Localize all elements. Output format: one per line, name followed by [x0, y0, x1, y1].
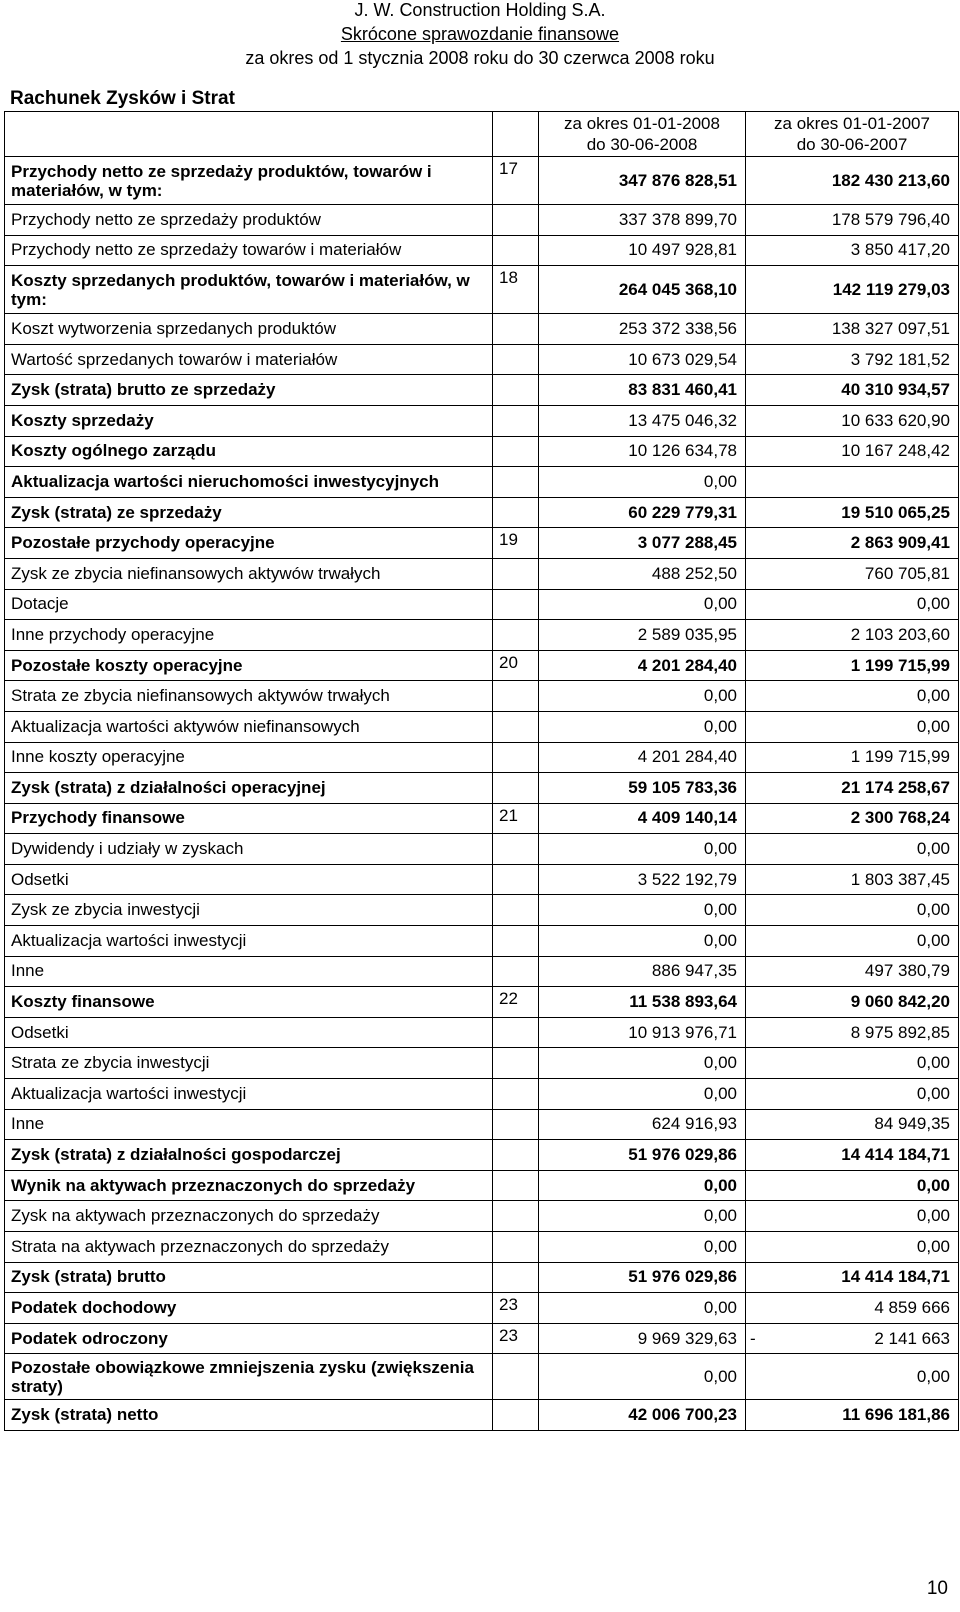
row-value-2008: 0,00 — [539, 1293, 746, 1324]
row-value-2008: 11 538 893,64 — [539, 987, 746, 1018]
row-value-2008: 10 673 029,54 — [539, 344, 746, 375]
row-value-2007: 19 510 065,25 — [746, 497, 959, 528]
row-label: Koszty ogólnego zarządu — [5, 436, 493, 467]
row-value-2007: 2 863 909,41 — [746, 528, 959, 559]
row-value-2008: 0,00 — [539, 1048, 746, 1079]
row-label: Wynik na aktywach przeznaczonych do sprzedaży — [5, 1170, 493, 1201]
row-value-2007: 0,00 — [746, 1201, 959, 1232]
row-value-2008: 0,00 — [539, 589, 746, 620]
row-value-2008: 0,00 — [539, 1170, 746, 1201]
row-label: Zysk (strata) brutto — [5, 1262, 493, 1293]
table-row — [5, 205, 959, 236]
table-row — [5, 1140, 959, 1171]
row-label: Pozostałe przychody operacyjne — [5, 528, 493, 559]
row-value-2007: 9 060 842,20 — [746, 987, 959, 1018]
row-note — [493, 1109, 539, 1140]
table-row — [5, 436, 959, 467]
table-row — [5, 528, 959, 559]
row-label: Koszty finansowe — [5, 987, 493, 1018]
row-label: Aktualizacja wartości inwestycji — [5, 1079, 493, 1110]
row-value-2008: 83 831 460,41 — [539, 375, 746, 406]
row-note: 18 — [493, 266, 539, 314]
row-label: Inne przychody operacyjne — [5, 620, 493, 651]
table-row — [5, 711, 959, 742]
row-value-2008: 0,00 — [539, 926, 746, 957]
row-note — [493, 895, 539, 926]
row-note: 20 — [493, 650, 539, 681]
table-row — [5, 1400, 959, 1431]
row-value-2008: 42 006 700,23 — [539, 1400, 746, 1431]
row-note — [493, 1400, 539, 1431]
row-value-2007: 178 579 796,40 — [746, 205, 959, 236]
row-label: Strata ze zbycia niefinansowych aktywów trwałych — [5, 681, 493, 712]
row-note — [493, 589, 539, 620]
row-value-2007: 0,00 — [746, 1354, 959, 1400]
table-row — [5, 405, 959, 436]
table-row — [5, 1079, 959, 1110]
row-label: Zysk (strata) netto — [5, 1400, 493, 1431]
header-note-cell — [493, 112, 539, 157]
row-value-2007: 760 705,81 — [746, 558, 959, 589]
row-note — [493, 620, 539, 651]
row-value-2008: 3 077 288,45 — [539, 528, 746, 559]
row-label: Odsetki — [5, 1017, 493, 1048]
row-value-2008: 0,00 — [539, 1232, 746, 1263]
row-value-2007: 497 380,79 — [746, 956, 959, 987]
report-period: za okres od 1 stycznia 2008 roku do 30 czerwca 2008 roku — [245, 48, 715, 68]
row-value-2007: 138 327 097,51 — [746, 314, 959, 345]
row-label: Zysk na aktywach przeznaczonych do sprzedaży — [5, 1201, 493, 1232]
row-note — [493, 1170, 539, 1201]
table-row — [5, 157, 959, 205]
row-label: Dotacje — [5, 589, 493, 620]
page-number: 10 — [926, 1578, 948, 1599]
table-row — [5, 1017, 959, 1048]
row-value-2008: 0,00 — [539, 895, 746, 926]
row-note — [493, 711, 539, 742]
table-row — [5, 987, 959, 1018]
row-label: Inne koszty operacyjne — [5, 742, 493, 773]
row-note — [493, 1079, 539, 1110]
column-header-2008-line2: do 30-06-2008 — [586, 135, 698, 154]
row-note — [493, 864, 539, 895]
row-note — [493, 681, 539, 712]
row-value-2007: 84 949,35 — [746, 1109, 959, 1140]
row-label: Aktualizacja wartości nieruchomości inwestycyjnych — [5, 467, 493, 498]
row-value-2007: 142 119 279,03 — [746, 266, 959, 314]
row-note — [493, 1232, 539, 1263]
row-note: 17 — [493, 157, 539, 205]
table-row — [5, 344, 959, 375]
row-note: 23 — [493, 1293, 539, 1324]
row-label: Pozostałe obowiązkowe zmniejszenia zysku (zwiększenia straty) — [5, 1354, 493, 1400]
row-value-2008: 347 876 828,51 — [539, 157, 746, 205]
row-label: Przychody finansowe — [5, 803, 493, 834]
row-label: Strata na aktywach przeznaczonych do sprzedaży — [5, 1232, 493, 1263]
row-label: Inne — [5, 1109, 493, 1140]
row-label: Inne — [5, 956, 493, 987]
row-value-2007: 1 199 715,99 — [746, 742, 959, 773]
row-value-2008: 0,00 — [539, 681, 746, 712]
row-value-2008: 0,00 — [539, 711, 746, 742]
row-value-2007-wrapper — [750, 1329, 950, 1349]
column-header-2008 — [539, 112, 746, 157]
row-value-2008: 0,00 — [539, 467, 746, 498]
row-value-2007: 1 803 387,45 — [746, 864, 959, 895]
row-label: Zysk ze zbycia niefinansowych aktywów trwałych — [5, 558, 493, 589]
row-note — [493, 467, 539, 498]
row-value-2007: 2 300 768,24 — [746, 803, 959, 834]
row-value-2007: 3 792 181,52 — [746, 344, 959, 375]
row-value-2008: 10 913 976,71 — [539, 1017, 746, 1048]
table-row — [5, 956, 959, 987]
table-row — [5, 681, 959, 712]
table-row — [5, 235, 959, 266]
row-value-2007: 1 199 715,99 — [746, 650, 959, 681]
row-label: Koszty sprzedanych produktów, towarów i materiałów, w tym: — [5, 266, 493, 314]
table-row — [5, 650, 959, 681]
table-row — [5, 834, 959, 865]
row-value-2008: 624 916,93 — [539, 1109, 746, 1140]
row-value-2008: 13 475 046,32 — [539, 405, 746, 436]
table-row — [5, 1170, 959, 1201]
row-value-2008: 4 201 284,40 — [539, 650, 746, 681]
row-value-2007: 10 633 620,90 — [746, 405, 959, 436]
table-header-row — [5, 112, 959, 157]
row-value-2008: 0,00 — [539, 1354, 746, 1400]
row-note — [493, 235, 539, 266]
table-row — [5, 467, 959, 498]
row-value-2008: 488 252,50 — [539, 558, 746, 589]
table-row — [5, 1293, 959, 1324]
table-row — [5, 742, 959, 773]
row-value-2007: 40 310 934,57 — [746, 375, 959, 406]
table-row — [5, 1232, 959, 1263]
row-value-2008: 0,00 — [539, 834, 746, 865]
row-note — [493, 1354, 539, 1400]
row-note — [493, 436, 539, 467]
row-label: Aktualizacja wartości aktywów niefinansowych — [5, 711, 493, 742]
row-label: Przychody netto ze sprzedaży produktów — [5, 205, 493, 236]
row-value-2007: 0,00 — [746, 711, 959, 742]
row-value-2007: 0,00 — [746, 895, 959, 926]
row-note — [493, 1201, 539, 1232]
row-value-2008: 2 589 035,95 — [539, 620, 746, 651]
row-note — [493, 1017, 539, 1048]
row-value-2008: 9 969 329,63 — [539, 1323, 746, 1354]
table-row — [5, 1262, 959, 1293]
row-value-2007: 0,00 — [746, 589, 959, 620]
row-value-2008: 51 976 029,86 — [539, 1140, 746, 1171]
table-row — [5, 1354, 959, 1400]
row-value-2007 — [746, 1323, 959, 1354]
table-row — [5, 1323, 959, 1354]
row-value-2008: 60 229 779,31 — [539, 497, 746, 528]
table-row — [5, 266, 959, 314]
table-row — [5, 1109, 959, 1140]
row-value-2007: 0,00 — [746, 681, 959, 712]
row-value-2007: 8 975 892,85 — [746, 1017, 959, 1048]
row-value-2007: 0,00 — [746, 926, 959, 957]
table-row — [5, 895, 959, 926]
row-value-2007: 4 859 666 — [746, 1293, 959, 1324]
row-note — [493, 834, 539, 865]
row-value-2007: 14 414 184,71 — [746, 1262, 959, 1293]
row-note — [493, 926, 539, 957]
income-statement-table — [4, 111, 959, 1431]
row-value-2008: 3 522 192,79 — [539, 864, 746, 895]
row-value-2008: 59 105 783,36 — [539, 773, 746, 804]
row-label: Podatek dochodowy — [5, 1293, 493, 1324]
table-row — [5, 375, 959, 406]
row-label: Przychody netto ze sprzedaży towarów i materiałów — [5, 235, 493, 266]
row-label: Zysk ze zbycia inwestycji — [5, 895, 493, 926]
row-label: Koszty sprzedaży — [5, 405, 493, 436]
row-note — [493, 314, 539, 345]
row-value-2008: 337 378 899,70 — [539, 205, 746, 236]
row-value-2007: 2 103 203,60 — [746, 620, 959, 651]
table-row — [5, 558, 959, 589]
row-value-2008: 0,00 — [539, 1079, 746, 1110]
row-label: Pozostałe koszty operacyjne — [5, 650, 493, 681]
table-row — [5, 1048, 959, 1079]
row-value-2007-sign: - — [750, 1328, 756, 1348]
row-value-2008: 0,00 — [539, 1201, 746, 1232]
row-value-2007: 14 414 184,71 — [746, 1140, 959, 1171]
row-label: Zysk (strata) brutto ze sprzedaży — [5, 375, 493, 406]
row-note — [493, 1140, 539, 1171]
row-note — [493, 1262, 539, 1293]
row-label: Koszt wytworzenia sprzedanych produktów — [5, 314, 493, 345]
row-note — [493, 558, 539, 589]
row-label: Aktualizacja wartości inwestycji — [5, 926, 493, 957]
row-value-2008: 4 409 140,14 — [539, 803, 746, 834]
header-label-cell — [5, 112, 493, 157]
table-row — [5, 773, 959, 804]
section-title: Rachunek Zysków i Strat — [10, 88, 235, 109]
row-note — [493, 205, 539, 236]
row-value-2007: 10 167 248,42 — [746, 436, 959, 467]
row-note: 22 — [493, 987, 539, 1018]
table-row — [5, 314, 959, 345]
row-note — [493, 1048, 539, 1079]
row-value-2007: 0,00 — [746, 1232, 959, 1263]
row-value-2008: 10 497 928,81 — [539, 235, 746, 266]
table-row — [5, 589, 959, 620]
row-note: 23 — [493, 1323, 539, 1354]
row-value-2007: 0,00 — [746, 1079, 959, 1110]
row-label: Odsetki — [5, 864, 493, 895]
row-note — [493, 742, 539, 773]
row-value-2007: 11 696 181,86 — [746, 1400, 959, 1431]
report-title: Skrócone sprawozdanie finansowe — [340, 24, 620, 44]
column-header-2007 — [746, 112, 959, 157]
column-header-2007-line2: do 30-06-2007 — [796, 135, 908, 154]
column-header-2007-line1: za okres 01-01-2007 — [774, 114, 930, 133]
row-label: Podatek odroczony — [5, 1323, 493, 1354]
row-value-2007: 182 430 213,60 — [746, 157, 959, 205]
row-value-2008: 253 372 338,56 — [539, 314, 746, 345]
row-value-2007: 0,00 — [746, 1170, 959, 1201]
table-row — [5, 497, 959, 528]
row-note — [493, 344, 539, 375]
table-row — [5, 803, 959, 834]
row-label: Dywidendy i udziały w zyskach — [5, 834, 493, 865]
row-value-2008: 886 947,35 — [539, 956, 746, 987]
table-row — [5, 864, 959, 895]
row-value-2007: 0,00 — [746, 1048, 959, 1079]
row-value-2007-amount: 2 141 663 — [874, 1328, 950, 1348]
row-label: Strata ze zbycia inwestycji — [5, 1048, 493, 1079]
row-value-2007 — [746, 467, 959, 498]
row-note — [493, 405, 539, 436]
row-value-2007: 21 174 258,67 — [746, 773, 959, 804]
table-row — [5, 1201, 959, 1232]
table-row — [5, 926, 959, 957]
table-row — [5, 620, 959, 651]
column-header-2008-line1: za okres 01-01-2008 — [564, 114, 720, 133]
row-label: Przychody netto ze sprzedaży produktów, towarów i materiałów, w tym: — [5, 157, 493, 205]
row-value-2007: 3 850 417,20 — [746, 235, 959, 266]
row-note: 19 — [493, 528, 539, 559]
row-value-2008: 4 201 284,40 — [539, 742, 746, 773]
company-name: J. W. Construction Holding S.A. — [354, 0, 606, 20]
row-note — [493, 956, 539, 987]
row-label: Zysk (strata) z działalności gospodarczej — [5, 1140, 493, 1171]
row-note — [493, 375, 539, 406]
row-value-2008: 10 126 634,78 — [539, 436, 746, 467]
row-label: Zysk (strata) ze sprzedaży — [5, 497, 493, 528]
row-note: 21 — [493, 803, 539, 834]
row-note — [493, 497, 539, 528]
row-value-2008: 264 045 368,10 — [539, 266, 746, 314]
row-label: Zysk (strata) z działalności operacyjnej — [5, 773, 493, 804]
row-note — [493, 773, 539, 804]
row-label: Wartość sprzedanych towarów i materiałów — [5, 344, 493, 375]
row-value-2007: 0,00 — [746, 834, 959, 865]
row-value-2008: 51 976 029,86 — [539, 1262, 746, 1293]
